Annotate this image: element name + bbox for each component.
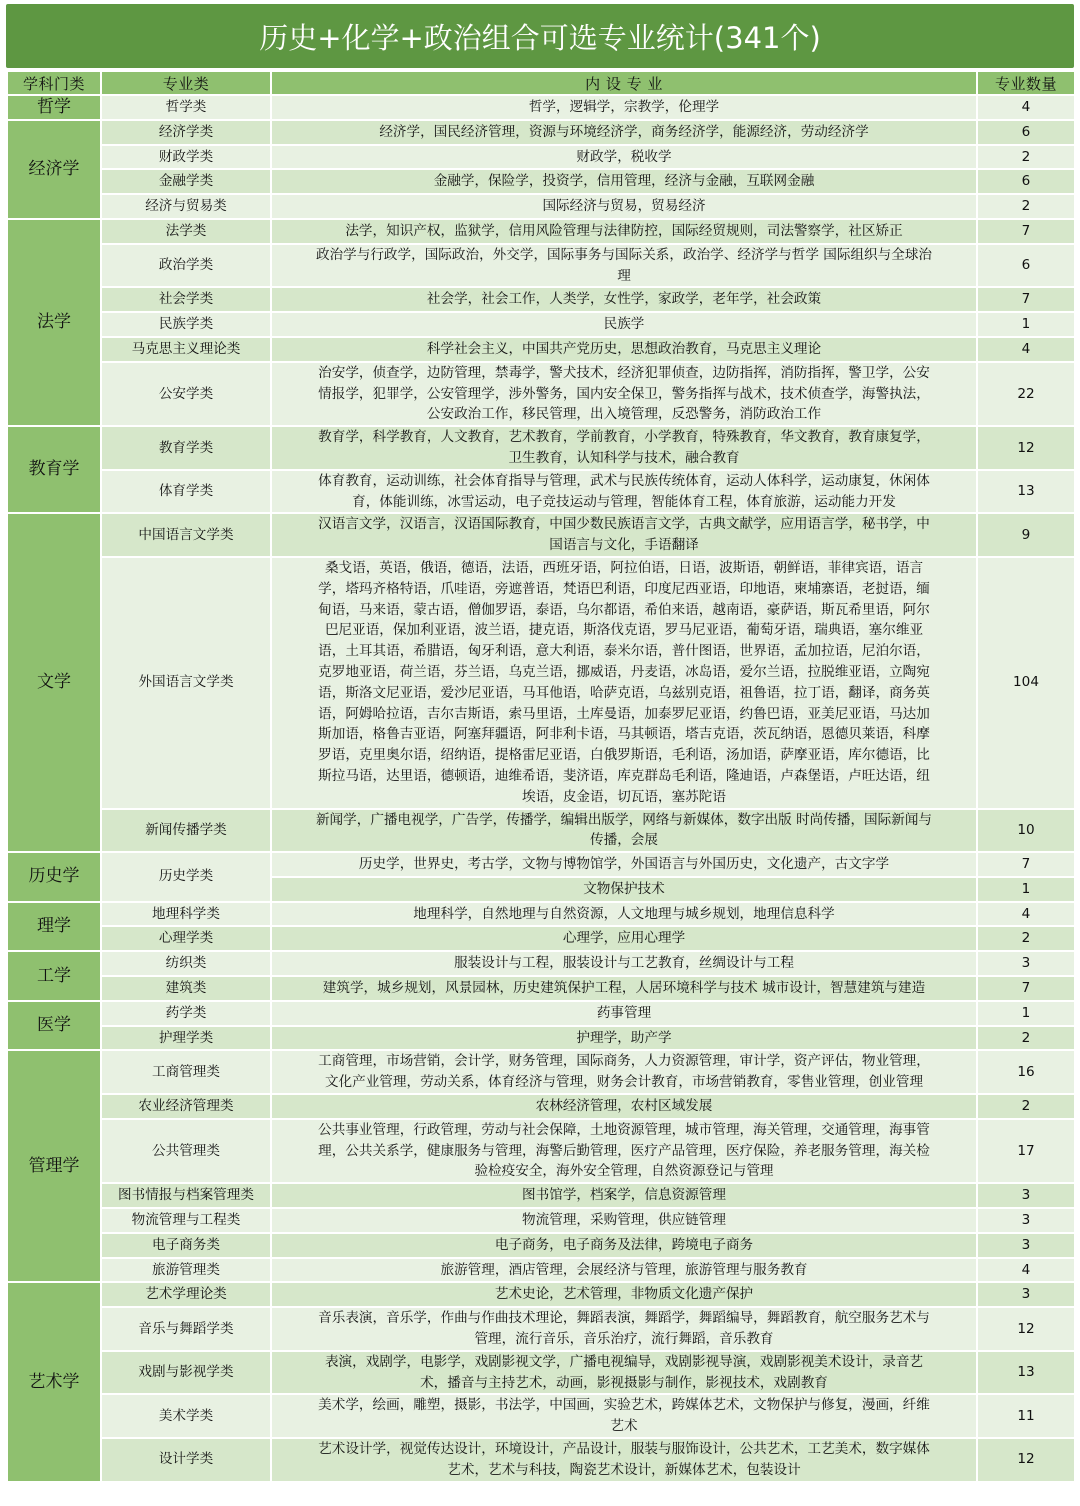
major-class-cell: 经济学类	[101, 120, 271, 145]
count-cell: 1	[977, 877, 1075, 902]
count-cell: 7	[977, 219, 1075, 244]
count-cell: 7	[977, 976, 1075, 1001]
majors-cell: 护理学，助产学	[271, 1026, 977, 1051]
count-cell: 9	[977, 513, 1075, 557]
major-class-cell: 农业经济管理类	[101, 1094, 271, 1119]
table-row	[7, 312, 1075, 337]
majors-cell: 桑戈语，英语，俄语，德语，法语，西班牙语，阿拉伯语，日语，波斯语，朝鲜语，菲律宾语，语言学，塔玛齐格特语，爪哇语，旁遮普语，梵语巴利语，印度尼西亚语，印地语，柬埔寨语，老挝语，缅甸语，马来语，蒙古语，僧伽罗语，泰语，乌尔都语，希伯来语，越南语，豪萨语，斯瓦希里语，阿尔巴尼亚语，保加利亚语，波兰语，捷克语，斯洛伐克语，罗马尼亚语，葡萄牙语，瑞典语，塞尔维亚语，土耳其语，希腊语，匈牙利语，意大利语，泰米尔语，普什图语，世界语，孟加拉语，尼泊尔语，克罗地亚语，荷兰语，芬兰语，乌克兰语，挪威语，丹麦语，冰岛语，爱尔兰语，拉脱维亚语，立陶宛语，斯洛文尼亚语，爱沙尼亚语，马耳他语，哈萨克语，乌兹别克语，祖鲁语，拉丁语，翻译，商务英语，阿姆哈拉语，吉尔吉斯语，索马里语，土库曼语，加泰罗尼亚语，约鲁巴语，亚美尼亚语，马达加斯加语，格鲁吉亚语，阿塞拜疆语，阿非利卡语，马其顿语，塔吉克语，茨瓦纳语，恩德贝莱语，科摩罗语，克里奥尔语，绍纳语，提格雷尼亚语，白俄罗斯语，毛利语，汤加语，萨摩亚语，库尔德语，比斯拉马语，达里语，德顿语，迪维希语，斐济语，库克群岛毛利语，隆迪语，卢森堡语，卢旺达语，纽埃语，皮金语，切瓦语，塞苏陀语	[271, 557, 977, 809]
major-class-cell: 社会学类	[101, 287, 271, 312]
table-row	[7, 244, 1075, 288]
table-row	[7, 1233, 1075, 1258]
table-row	[7, 120, 1075, 145]
count-cell: 3	[977, 1233, 1075, 1258]
majors-cell: 旅游管理，酒店管理，会展经济与管理，旅游管理与服务教育	[271, 1258, 977, 1283]
table-row	[7, 1026, 1075, 1051]
major-class-cell: 电子商务类	[101, 1233, 271, 1258]
majors-cell: 心理学，应用心理学	[271, 926, 977, 951]
majors-cell: 艺术史论，艺术管理，非物质文化遗产保护	[271, 1282, 977, 1307]
major-class-cell: 美术学类	[101, 1394, 271, 1438]
table-row	[7, 145, 1075, 170]
count-cell: 7	[977, 852, 1075, 877]
discipline-cell: 经济学	[7, 120, 101, 219]
table-row	[7, 95, 1075, 120]
discipline-cell: 教育学	[7, 426, 101, 513]
table-row	[7, 976, 1075, 1001]
major-class-cell: 设计学类	[101, 1438, 271, 1482]
discipline-cell: 艺术学	[7, 1282, 101, 1481]
majors-cell: 物流管理，采购管理，供应链管理	[271, 1208, 977, 1233]
count-cell: 4	[977, 902, 1075, 927]
major-class-cell: 法学类	[101, 219, 271, 244]
header-count: 专业数量	[977, 71, 1075, 95]
majors-cell: 图书馆学，档案学，信息资源管理	[271, 1183, 977, 1208]
table-row	[7, 513, 1075, 557]
majors-cell: 建筑学，城乡规划，风景园林，历史建筑保护工程，人居环境科学与技术 城市设计，智慧建筑与建造	[271, 976, 977, 1001]
discipline-cell: 工学	[7, 951, 101, 1001]
majors-cell: 文物保护技术	[271, 877, 977, 902]
table-row	[7, 169, 1075, 194]
major-class-cell: 戏剧与影视学类	[101, 1351, 271, 1395]
table-row	[7, 1050, 1075, 1094]
table-row	[7, 1183, 1075, 1208]
count-cell: 2	[977, 1026, 1075, 1051]
count-cell: 2	[977, 1094, 1075, 1119]
major-class-cell: 马克思主义理论类	[101, 337, 271, 362]
majors-cell: 公共事业管理，行政管理，劳动与社会保障，土地资源管理，城市管理，海关管理，交通管理，海事管理，公共关系学，健康服务与管理，海警后勤管理，医疗产品管理，医疗保险，养老服务管理，海关检验检疫安全，海外安全管理，自然资源登记与管理	[271, 1119, 977, 1183]
major-class-cell: 经济与贸易类	[101, 194, 271, 219]
majors-cell: 法学，知识产权，监狱学，信用风险管理与法律防控，国际经贸规则，司法警察学，社区矫正	[271, 219, 977, 244]
major-class-cell: 工商管理类	[101, 1050, 271, 1094]
majors-cell: 新闻学，广播电视学，广告学，传播学，编辑出版学，网络与新媒体，数字出版 时尚传播，国际新闻与传播，会展	[271, 809, 977, 853]
major-class-cell: 公安学类	[101, 362, 271, 426]
major-class-cell: 建筑类	[101, 976, 271, 1001]
majors-cell: 音乐表演，音乐学，作曲与作曲技术理论，舞蹈表演，舞蹈学，舞蹈编导，舞蹈教育，航空服务艺术与管理，流行音乐，音乐治疗，流行舞蹈，音乐教育	[271, 1307, 977, 1351]
table-row	[7, 337, 1075, 362]
major-class-cell: 物流管理与工程类	[101, 1208, 271, 1233]
count-cell: 2	[977, 145, 1075, 170]
count-cell: 17	[977, 1119, 1075, 1183]
count-cell: 3	[977, 1183, 1075, 1208]
major-class-cell: 公共管理类	[101, 1119, 271, 1183]
table-row	[7, 1001, 1075, 1026]
major-class-cell: 心理学类	[101, 926, 271, 951]
count-cell: 16	[977, 1050, 1075, 1094]
major-class-cell: 教育学类	[101, 426, 271, 470]
count-cell: 1	[977, 1001, 1075, 1026]
majors-cell: 艺术设计学，视觉传达设计，环境设计，产品设计，服装与服饰设计，公共艺术，工艺美术，数字媒体艺术，艺术与科技，陶瓷艺术设计，新媒体艺术，包装设计	[271, 1438, 977, 1482]
count-cell: 6	[977, 244, 1075, 288]
table-row	[7, 557, 1075, 809]
majors-cell: 财政学，税收学	[271, 145, 977, 170]
table-row	[7, 902, 1075, 927]
table-row	[7, 1094, 1075, 1119]
count-cell: 6	[977, 120, 1075, 145]
count-cell: 12	[977, 426, 1075, 470]
discipline-cell: 历史学	[7, 852, 101, 902]
count-cell: 12	[977, 1307, 1075, 1351]
majors-cell: 社会学，社会工作，人类学，女性学，家政学，老年学，社会政策	[271, 287, 977, 312]
discipline-cell: 哲学	[7, 95, 101, 120]
table-row	[7, 1351, 1075, 1395]
count-cell: 4	[977, 95, 1075, 120]
major-class-cell: 财政学类	[101, 145, 271, 170]
discipline-cell: 管理学	[7, 1050, 101, 1282]
majors-cell: 历史学，世界史，考古学，文物与博物馆学，外国语言与外国历史，文化遗产，古文字学	[271, 852, 977, 877]
header-major-class: 专业类	[101, 71, 271, 95]
major-class-cell: 艺术学理论类	[101, 1282, 271, 1307]
major-class-cell: 金融学类	[101, 169, 271, 194]
count-cell: 2	[977, 194, 1075, 219]
table-row	[7, 362, 1075, 426]
majors-cell: 哲学，逻辑学，宗教学，伦理学	[271, 95, 977, 120]
majors-cell: 经济学，国民经济管理，资源与环境经济学，商务经济学，能源经济，劳动经济学	[271, 120, 977, 145]
majors-cell: 电子商务，电子商务及法律，跨境电子商务	[271, 1233, 977, 1258]
majors-cell: 金融学，保险学，投资学，信用管理，经济与金融，互联网金融	[271, 169, 977, 194]
majors-cell: 表演，戏剧学，电影学，戏剧影视文学，广播电视编导，戏剧影视导演，戏剧影视美术设计，录音艺术，播音与主持艺术，动画，影视摄影与制作，影视技术，戏剧教育	[271, 1351, 977, 1395]
major-class-cell: 中国语言文学类	[101, 513, 271, 557]
count-cell: 3	[977, 1282, 1075, 1307]
table-row	[7, 1119, 1075, 1183]
major-class-cell: 音乐与舞蹈学类	[101, 1307, 271, 1351]
page-title: 历史+化学+政治组合可选专业统计(341个)	[6, 4, 1074, 68]
discipline-cell: 法学	[7, 219, 101, 426]
count-cell: 7	[977, 287, 1075, 312]
major-class-cell: 哲学类	[101, 95, 271, 120]
table-row	[7, 926, 1075, 951]
major-class-cell: 政治学类	[101, 244, 271, 288]
discipline-cell: 医学	[7, 1001, 101, 1051]
count-cell: 2	[977, 926, 1075, 951]
count-cell: 4	[977, 1258, 1075, 1283]
discipline-cell: 理学	[7, 902, 101, 952]
majors-cell: 体育教育，运动训练，社会体育指导与管理，武术与民族传统体育，运动人体科学，运动康复，休闲体育，体能训练，冰雪运动，电子竞技运动与管理，智能体育工程，体育旅游，运动能力开发	[271, 470, 977, 514]
majors-cell: 地理科学，自然地理与自然资源，人文地理与城乡规划，地理信息科学	[271, 902, 977, 927]
header-majors: 内 设 专 业	[271, 71, 977, 95]
header-discipline: 学科门类	[7, 71, 101, 95]
major-class-cell: 地理科学类	[101, 902, 271, 927]
count-cell: 22	[977, 362, 1075, 426]
count-cell: 13	[977, 470, 1075, 514]
major-class-cell: 外国语言文学类	[101, 557, 271, 809]
majors-cell: 民族学	[271, 312, 977, 337]
table-row	[7, 1258, 1075, 1283]
page	[6, 4, 1074, 1483]
table-row	[7, 951, 1075, 976]
majors-cell: 药事管理	[271, 1001, 977, 1026]
majors-table	[6, 70, 1076, 1483]
majors-cell: 工商管理，市场营销，会计学，财务管理，国际商务，人力资源管理，审计学，资产评估，物业管理，文化产业管理，劳动关系，体育经济与管理，财务会计教育，市场营销教育，零售业管理，创业管理	[271, 1050, 977, 1094]
table-row	[7, 287, 1075, 312]
count-cell: 4	[977, 337, 1075, 362]
majors-cell: 农林经济管理，农村区域发展	[271, 1094, 977, 1119]
table-row	[7, 194, 1075, 219]
count-cell: 6	[977, 169, 1075, 194]
table-row	[7, 1438, 1075, 1482]
majors-cell: 美术学，绘画，雕塑，摄影，书法学，中国画，实验艺术，跨媒体艺术，文物保护与修复，漫画，纤维艺术	[271, 1394, 977, 1438]
majors-cell: 汉语言文学，汉语言，汉语国际教育，中国少数民族语言文学，古典文献学，应用语言学，秘书学，中国语言与文化，手语翻译	[271, 513, 977, 557]
count-cell: 10	[977, 809, 1075, 853]
major-class-cell: 历史学类	[101, 852, 271, 902]
count-cell: 1	[977, 312, 1075, 337]
table-body	[7, 95, 1075, 1482]
count-cell: 3	[977, 951, 1075, 976]
major-class-cell: 图书情报与档案管理类	[101, 1183, 271, 1208]
table-row	[7, 1394, 1075, 1438]
table-row	[7, 1307, 1075, 1351]
table-row	[7, 852, 1075, 877]
majors-cell: 科学社会主义，中国共产党历史，思想政治教育，马克思主义理论	[271, 337, 977, 362]
major-class-cell: 新闻传播学类	[101, 809, 271, 853]
major-class-cell: 旅游管理类	[101, 1258, 271, 1283]
count-cell: 3	[977, 1208, 1075, 1233]
table-row	[7, 470, 1075, 514]
count-cell: 104	[977, 557, 1075, 809]
table-header-row	[7, 71, 1075, 95]
table-row	[7, 809, 1075, 853]
count-cell: 12	[977, 1438, 1075, 1482]
majors-cell: 服装设计与工程，服装设计与工艺教育，丝绸设计与工程	[271, 951, 977, 976]
major-class-cell: 护理学类	[101, 1026, 271, 1051]
majors-cell: 政治学与行政学，国际政治，外交学，国际事务与国际关系，政治学、经济学与哲学 国际组织与全球治理	[271, 244, 977, 288]
majors-cell: 教育学，科学教育，人文教育，艺术教育，学前教育，小学教育，特殊教育，华文教育，教育康复学，卫生教育，认知科学与技术，融合教育	[271, 426, 977, 470]
majors-cell: 国际经济与贸易，贸易经济	[271, 194, 977, 219]
majors-cell: 治安学，侦查学，边防管理，禁毒学，警犬技术，经济犯罪侦查，边防指挥，消防指挥，警卫学，公安情报学，犯罪学，公安管理学，涉外警务，国内安全保卫，警务指挥与战术，技术侦查学，海警执法，公安政治工作，移民管理，出入境管理，反恐警务，消防政治工作	[271, 362, 977, 426]
table-row	[7, 1208, 1075, 1233]
major-class-cell: 体育学类	[101, 470, 271, 514]
count-cell: 13	[977, 1351, 1075, 1395]
major-class-cell: 民族学类	[101, 312, 271, 337]
table-row	[7, 426, 1075, 470]
table-row	[7, 219, 1075, 244]
discipline-cell: 文学	[7, 513, 101, 852]
table-row	[7, 1282, 1075, 1307]
major-class-cell: 纺织类	[101, 951, 271, 976]
major-class-cell: 药学类	[101, 1001, 271, 1026]
count-cell: 11	[977, 1394, 1075, 1438]
